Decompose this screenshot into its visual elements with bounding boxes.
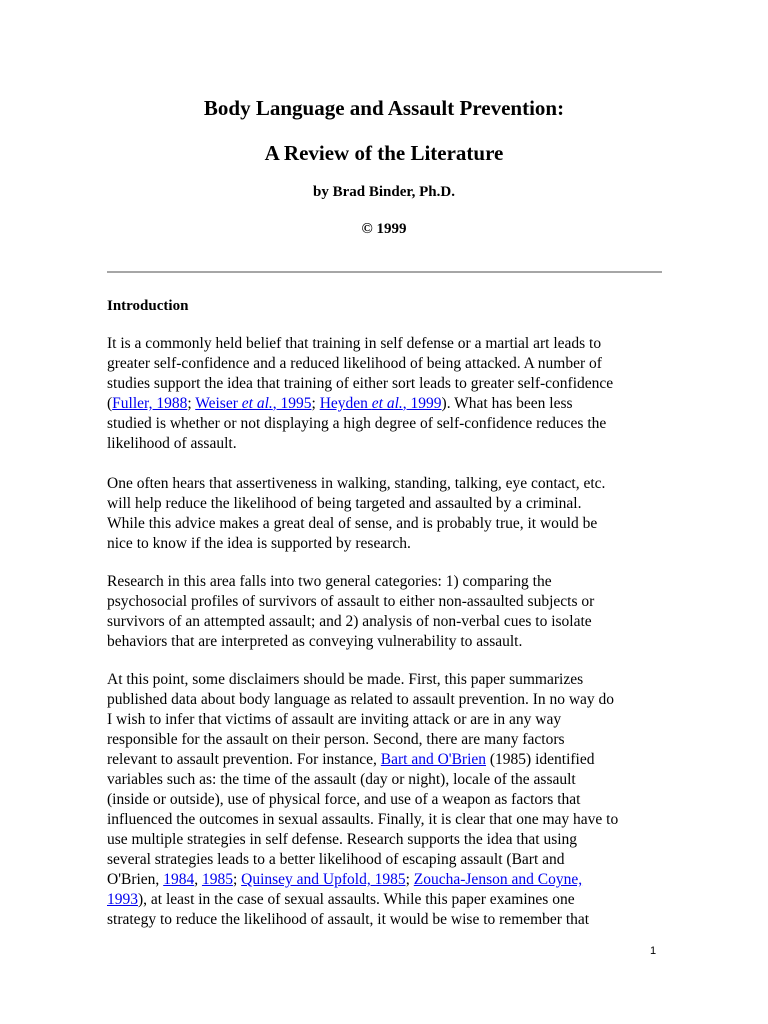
- text-line: behaviors that are interpreted as conveying vulnerability to assault.: [107, 633, 523, 650]
- text-line: It is a commonly held belief that training in self defense or a martial art leads to: [107, 335, 602, 352]
- horizontal-divider: [107, 271, 662, 273]
- section-heading-introduction: Introduction: [107, 298, 189, 314]
- text-line: One often hears that assertiveness in walking, standing, talking, eye contact, etc.: [107, 475, 606, 492]
- citation-text: Weiser: [195, 395, 242, 412]
- text-segment: (: [107, 395, 113, 412]
- text-line: use multiple strategies in self defense. Research supports the idea that using: [107, 831, 578, 848]
- title-line-1: Body Language and Assault Prevention:: [203, 96, 565, 120]
- citation-text-italic: et al.: [241, 395, 273, 412]
- text-line: At this point, some disclaimers should be made. First, this paper summarizes: [107, 671, 584, 688]
- text-segment: ;: [311, 395, 320, 412]
- text-line: (inside or outside), use of physical force, and use of a weapon as factors that: [107, 791, 581, 808]
- citation-link-zoucha-jenson-coyne-1993[interactable]: 1993: [107, 891, 138, 908]
- paragraph-4: [107, 670, 667, 930]
- text-line: Research in this area falls into two general categories: 1) comparing the: [107, 573, 552, 590]
- text-line: will help reduce the likelihood of being targeted and assaulted by a criminal.: [107, 495, 582, 512]
- paragraph-3: [107, 572, 667, 652]
- page-number: 1: [650, 945, 657, 957]
- text-segment: O'Brien,: [107, 871, 164, 888]
- text-segment: ). What has been less: [441, 395, 573, 412]
- text-segment: ;: [405, 871, 414, 888]
- citation-link-quinsey-upfold-1985[interactable]: Quinsey and Upfold, 1985: [241, 871, 406, 888]
- citation-link-zoucha-jenson-coyne[interactable]: Zoucha-Jenson and Coyne,: [413, 871, 583, 888]
- text-line: several strategies leads to a better likelihood of escaping assault (Bart and: [107, 851, 565, 868]
- copyright-notice: © 1999: [361, 221, 407, 237]
- author-byline: by Brad Binder, Ph.D.: [313, 184, 455, 200]
- text-line: survivors of an attempted assault; and 2) analysis of non-verbal cues to isolate: [107, 613, 592, 630]
- text-line: nice to know if the idea is supported by research.: [107, 535, 411, 552]
- text-line: published data about body language as related to assault prevention. In no way do: [107, 691, 615, 708]
- text-line: studies support the idea that training of either sort leads to greater self-confidence: [107, 375, 614, 392]
- citation-link-fuller-1988[interactable]: Fuller, 1988: [112, 395, 188, 412]
- text-line: psychosocial profiles of survivors of assault to either non-assaulted subjects or: [107, 593, 595, 610]
- text-segment: ;: [232, 871, 242, 888]
- text-line: influenced the outcomes in sexual assaults. Finally, it is clear that one may have to: [107, 811, 619, 828]
- citation-link-1984[interactable]: 1984: [163, 871, 195, 888]
- text-line: responsible for the assault on their person. Second, there are many factors: [107, 731, 565, 748]
- paragraph-1: [107, 334, 667, 454]
- text-segment: (1985) identified: [486, 751, 595, 768]
- citation-text-italic: et al.: [371, 395, 403, 412]
- citation-text: Heyden: [319, 395, 372, 412]
- paragraph-2: [107, 474, 667, 554]
- text-line-citations: [107, 870, 667, 890]
- text-segment: ), at least in the case of sexual assaults. While this paper examines one: [138, 891, 575, 908]
- text-line-citation: [107, 890, 667, 910]
- citation-text: , 1999: [402, 395, 442, 412]
- text-line: variables such as: the time of the assault (day or night), locale of the assault: [107, 771, 576, 788]
- citation-link-1985[interactable]: 1985: [201, 871, 233, 888]
- text-line-citation: [107, 750, 667, 770]
- text-line: strategy to reduce the likelihood of assault, it would be wise to remember that: [107, 911, 590, 928]
- text-segment: ;: [187, 395, 196, 412]
- text-line: greater self-confidence and a reduced likelihood of being attacked. A number of: [107, 355, 602, 372]
- citation-link-bart-obrien-1985[interactable]: Bart and O'Brien: [380, 751, 487, 768]
- text-line: I wish to infer that victims of assault are inviting attack or are in any way: [107, 711, 562, 728]
- text-segment: ,: [194, 871, 202, 888]
- citation-link-weiser-1995[interactable]: [195, 395, 311, 412]
- text-line: While this advice makes a great deal of sense, and is probably true, it would be: [107, 515, 598, 532]
- text-line-citations: [107, 394, 667, 414]
- text-line: likelihood of assault.: [107, 435, 237, 452]
- citation-text: , 1995: [272, 395, 312, 412]
- text-segment: relevant to assault prevention. For instance,: [107, 751, 381, 768]
- text-line: studied is whether or not displaying a high degree of self-confidence reduces the: [107, 415, 607, 432]
- citation-link-heyden-1999[interactable]: [320, 395, 442, 412]
- title-line-2: A Review of the Literature: [264, 141, 504, 165]
